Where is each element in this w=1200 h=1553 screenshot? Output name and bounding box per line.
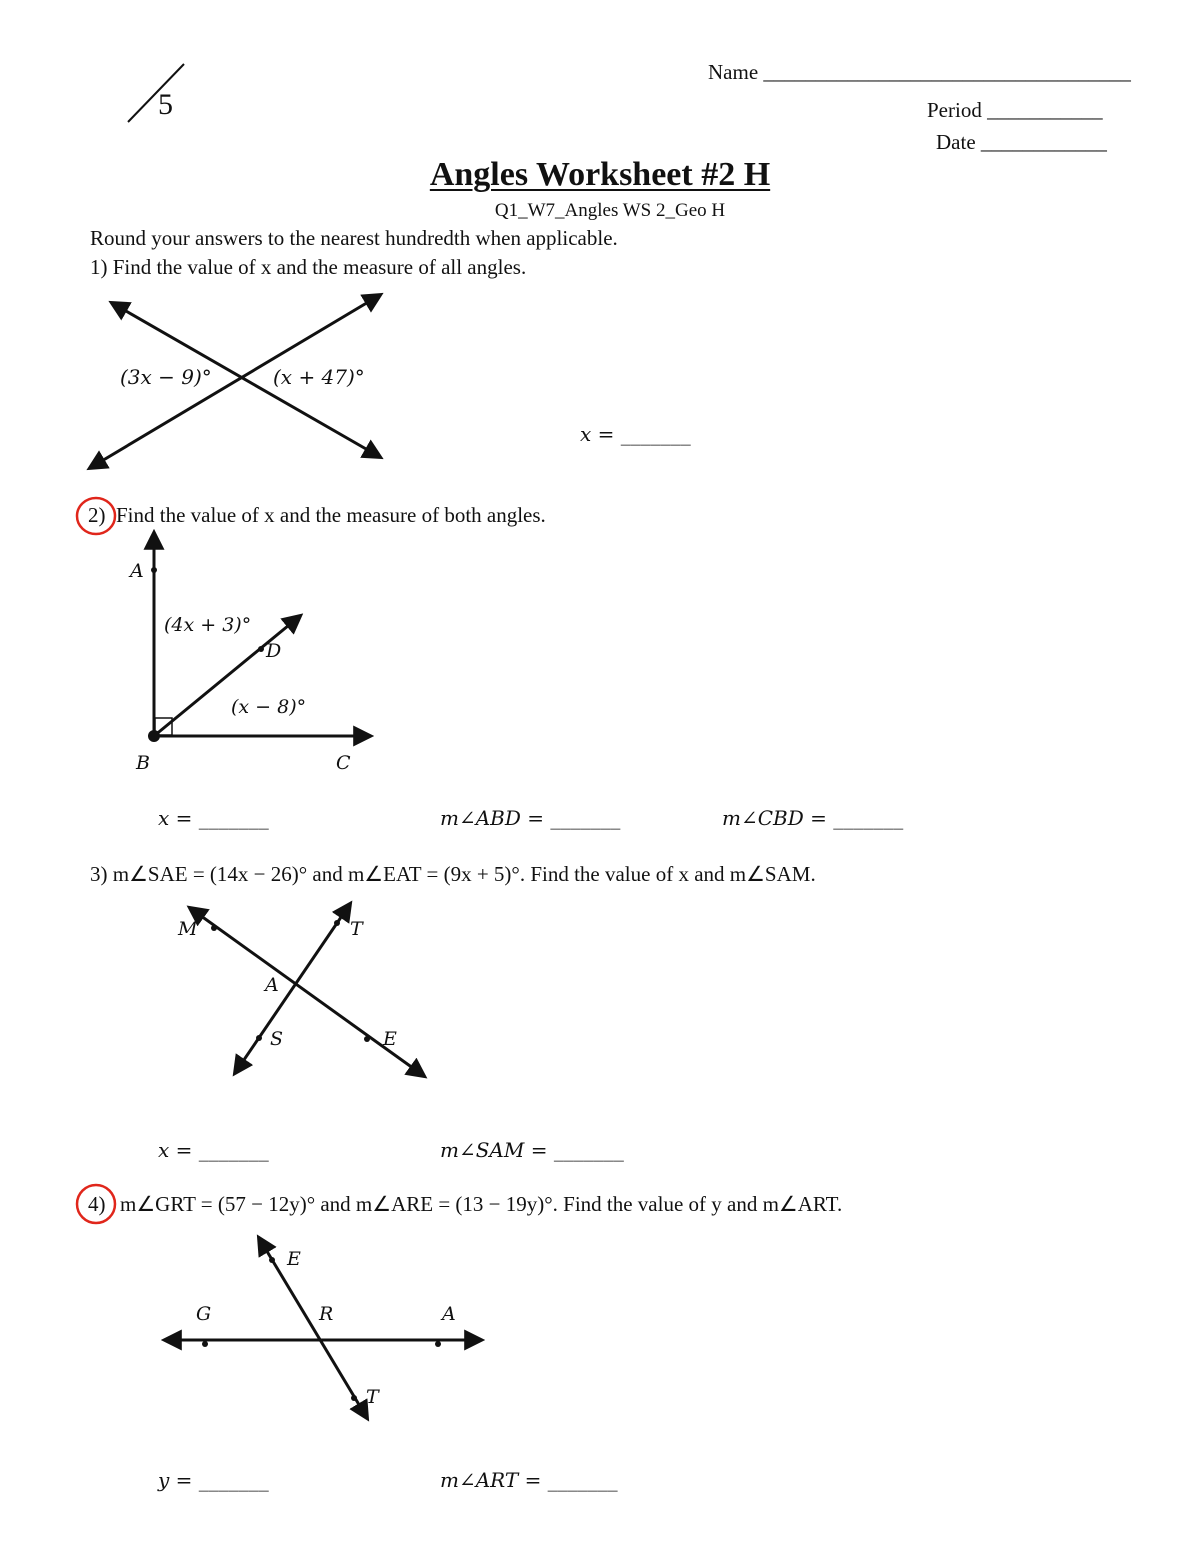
point-a <box>151 567 157 573</box>
q4-label-a: A <box>442 1303 456 1325</box>
q4-label-t: T <box>366 1386 379 1408</box>
line-me <box>190 908 424 1076</box>
question-3-figure <box>180 898 440 1088</box>
q1-angle-right-label: (x + 47)° <box>273 365 365 389</box>
point-t <box>351 1395 357 1401</box>
date-field: Date ____________ <box>936 130 1107 154</box>
q3-answer-x: x = _______ <box>158 1138 269 1162</box>
q3-label-s: S <box>270 1028 284 1050</box>
question-4-figure <box>155 1230 495 1430</box>
score-slash-mark <box>120 58 190 128</box>
question-2-text: Find the value of x and the measure of both angles. <box>116 503 546 527</box>
q2-label-a: A <box>130 560 144 582</box>
q2-angle-top-label: (4x + 3)° <box>164 614 252 636</box>
line-et <box>259 1238 367 1418</box>
q2-answer-abd: m∠ABD = _______ <box>440 806 621 830</box>
subtitle: Q1_W7_Angles WS 2_Geo H <box>494 200 726 221</box>
q2-angle-bottom-label: (x − 8)° <box>231 696 307 718</box>
question-4-number: 4) <box>88 1192 106 1216</box>
q3-label-a: A <box>265 974 279 996</box>
q3-label-t: T <box>350 918 363 940</box>
q3-label-e: E <box>383 1028 397 1050</box>
point-d <box>258 646 264 652</box>
name-field: Name ___________________________________ <box>708 60 1131 84</box>
q3-answer-sam: m∠SAM = _______ <box>440 1138 624 1162</box>
q2-label-d: D <box>266 640 282 662</box>
q2-label-c: C <box>336 752 351 774</box>
question-3-text: 3) m∠SAE = (14x − 26)° and m∠EAT = (9x + 5)°. Find the value of x and m∠SAM. <box>90 862 816 886</box>
line-st <box>235 904 350 1073</box>
point-e <box>269 1257 275 1263</box>
q4-label-e: E <box>287 1248 301 1270</box>
point-s <box>256 1035 262 1041</box>
question-4-text: m∠GRT = (57 − 12y)° and m∠ARE = (13 − 19y)°. Find the value of y and m∠ART. <box>120 1192 843 1216</box>
q4-answer-art: m∠ART = _______ <box>440 1468 618 1492</box>
q2-label-b: B <box>136 752 150 774</box>
q1-angle-left-label: (3x − 9)° <box>120 365 212 389</box>
point-g <box>202 1341 208 1347</box>
q4-answer-y: y = _______ <box>158 1468 269 1492</box>
page-title: Angles Worksheet #2 H <box>429 156 771 193</box>
q1-answer-x: x = _______ <box>580 422 691 446</box>
instruction: Round your answers to the nearest hundredth when applicable. <box>90 226 618 250</box>
point-a <box>435 1341 441 1347</box>
point-m <box>211 925 217 931</box>
question-2-figure <box>130 525 390 755</box>
question-1-text: 1) Find the value of x and the measure of all angles. <box>90 255 527 279</box>
period-field: Period ___________ <box>927 98 1103 122</box>
q3-label-m: M <box>178 918 198 940</box>
point-t <box>334 920 340 926</box>
score-value: 5 <box>158 88 173 121</box>
q4-label-g: G <box>196 1303 212 1325</box>
q2-answer-x: x = _______ <box>158 806 269 830</box>
point-e <box>364 1036 370 1042</box>
q4-label-r: R <box>319 1303 334 1325</box>
point-b <box>148 730 160 742</box>
question-2-number: 2) <box>88 503 106 527</box>
q2-answer-cbd: m∠CBD = _______ <box>722 806 904 830</box>
